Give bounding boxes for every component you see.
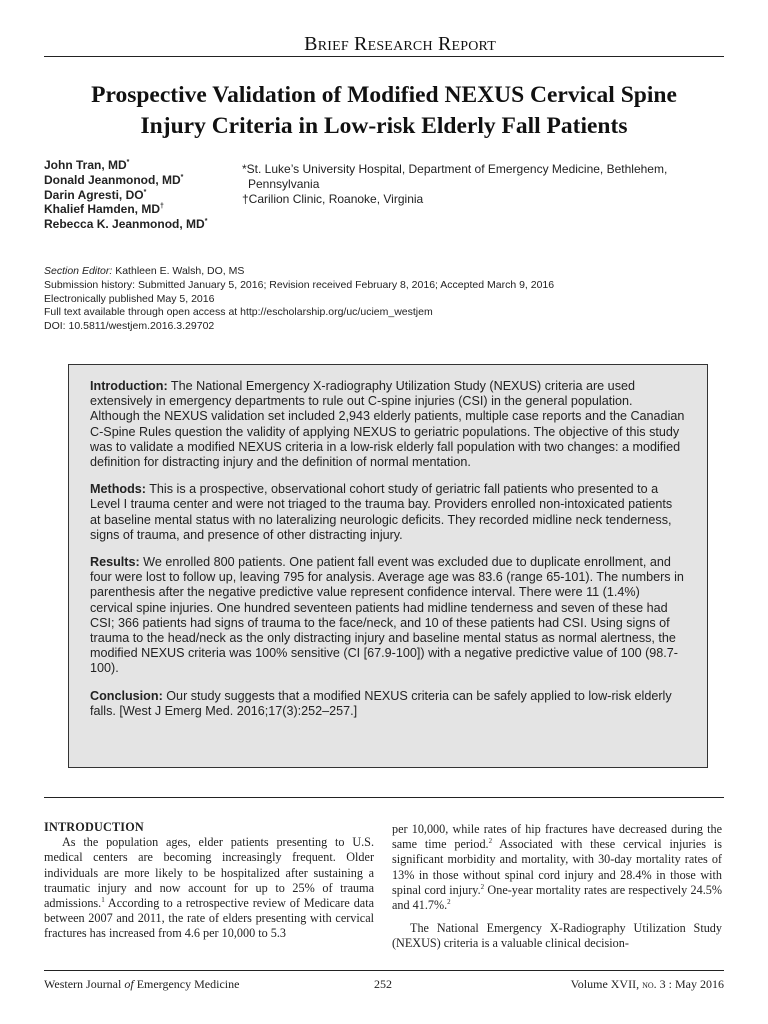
author: Khalief Hamden, MD†	[44, 202, 164, 217]
author: Donald Jeanmonod, MD*	[44, 172, 184, 187]
abstract-introduction: Introduction: The National Emergency X-radiography Utilization Study (NEXUS) criteria are used extensively in emergency departments to rule out C-spine injuries (CSI) in the general population. Although the NEXUS validation set included 2,943 elderly patients, multiple case reports and the Canadian C-Spine Rules question the validity of applying NEXUS to geriatric populations. The objective of this study was to validate a modified NEXUS criteria in a low-risk elderly fall population with two changes: a modified definition for distracting injury and the definition of normal mentation.	[90, 379, 685, 470]
article-meta	[44, 265, 554, 334]
section-editor: Section Editor: Kathleen E. Walsh, DO, MS	[44, 265, 245, 277]
author-list	[44, 158, 207, 232]
published-date: Electronically published May 5, 2016	[44, 292, 215, 305]
header-rule	[44, 56, 724, 57]
affiliations	[242, 162, 712, 206]
abstract-results: Results: We enrolled 800 patients. One patient fall event was excluded due to duplicate enrollment, and four were lost to follow up, leaving 795 for analysis. Average age was 83.6 (range 65-101). The numbers in parenthesis after the negative predictive value represent confidence interval. There were 11 (1.4%) cervical spine injuries. One hundred seventeen patients had midline tenderness and seven of these had CSI; 366 patients had signs of trauma to the face/neck, and 10 of these patients had CSI. Using signs of trauma to the head/neck as the only distracting injury and baseline mental status as normal alertness, the modified NEXUS criteria was 100% sensitive (CI [67.9-100]) with a negative predictive value of 100 (98.7-100).	[90, 555, 684, 676]
abstract-box	[68, 364, 708, 768]
title-line-1: Prospective Validation of Modified NEXUS Cervical Spine	[91, 82, 677, 108]
section-label: Brief Research Report	[304, 33, 496, 55]
footer-rule	[44, 970, 724, 971]
author: Rebecca K. Jeanmonod, MD*	[44, 217, 208, 232]
body-paragraph: per 10,000, while rates of hip fractures have decreased during the same time period.$^2$ Associated with these cervical injuries is significant morbidity and mortality, with 30-day mortality rates of 13% in those without spinal cord injury and 28.4% in those with spinal cord injury.$^2$ One-year mortality rates are respectively 24.5% and 41.7%.$^2$	[392, 822, 723, 913]
abstract-methods: Methods: This is a prospective, observational cohort study of geriatric fall patients who presented to a Level I trauma center and were not triaged to the trauma bay. Providers enrolled non-intoxicated patients at baseline mental status with no lateralizing neurologic deficits. They recorded midline neck tenderness, signs of trauma, and presence of other distracting injury.	[90, 482, 673, 542]
page-number: 252	[374, 977, 392, 991]
affiliation-1: *St. Luke’s University Hospital, Department of Emergency Medicine, Bethlehem,	[242, 162, 668, 176]
body-column-right	[392, 822, 722, 952]
abstract-conclusion: Conclusion: Our study suggests that a modified NEXUS criteria can be safely applied to low-risk elderly falls. [West J Emerg Med. 2016;17(3):252–257.]	[90, 688, 672, 718]
submission-history: Submission history: Submitted January 5, 2016; Revision received February 8, 2016; Accepted March 9, 2016	[44, 278, 555, 291]
article-title	[44, 80, 724, 142]
body-paragraph: The National Emergency X-Radiography Utilization Study (NEXUS) criteria is a valuable clinical decision-	[392, 921, 722, 951]
doi[interactable]: DOI: 10.5811/westjem.2016.3.29702	[44, 320, 215, 333]
volume-issue: Volume XVII, no. 3 : May 2016	[570, 977, 724, 991]
body-paragraph: As the population ages, elder patients presenting to U.S. medical centers are becoming increasingly frequent. Older individuals are more likely to be hospitalized after sustaining a traumatic injury and now account for up to 25% of trauma admissions.$^1$ According to a retrospective review of Medicare data between 2007 and 2011, the rate of elders presenting with cervical fractures has increased from 4.6 per 10,000 to 5.3	[44, 835, 374, 941]
section-heading: INTRODUCTION	[44, 820, 144, 834]
open-access-link[interactable]: Full text available through open access at http://escholarship.org/uc/uciem_westjem	[44, 306, 433, 319]
affiliation-1-cont: Pennsylvania	[248, 176, 320, 191]
author: John Tran, MD*	[44, 158, 130, 172]
author: Darin Agresti, DO*	[44, 187, 147, 202]
journal-name: Western Journal of Emergency Medicine	[44, 977, 240, 991]
affiliation-2: †Carilion Clinic, Roanoke, Virginia	[242, 191, 424, 206]
body-column-left	[44, 820, 374, 942]
title-line-2: Injury Criteria in Low-risk Elderly Fall Patients	[140, 113, 628, 139]
section-rule	[44, 797, 724, 798]
